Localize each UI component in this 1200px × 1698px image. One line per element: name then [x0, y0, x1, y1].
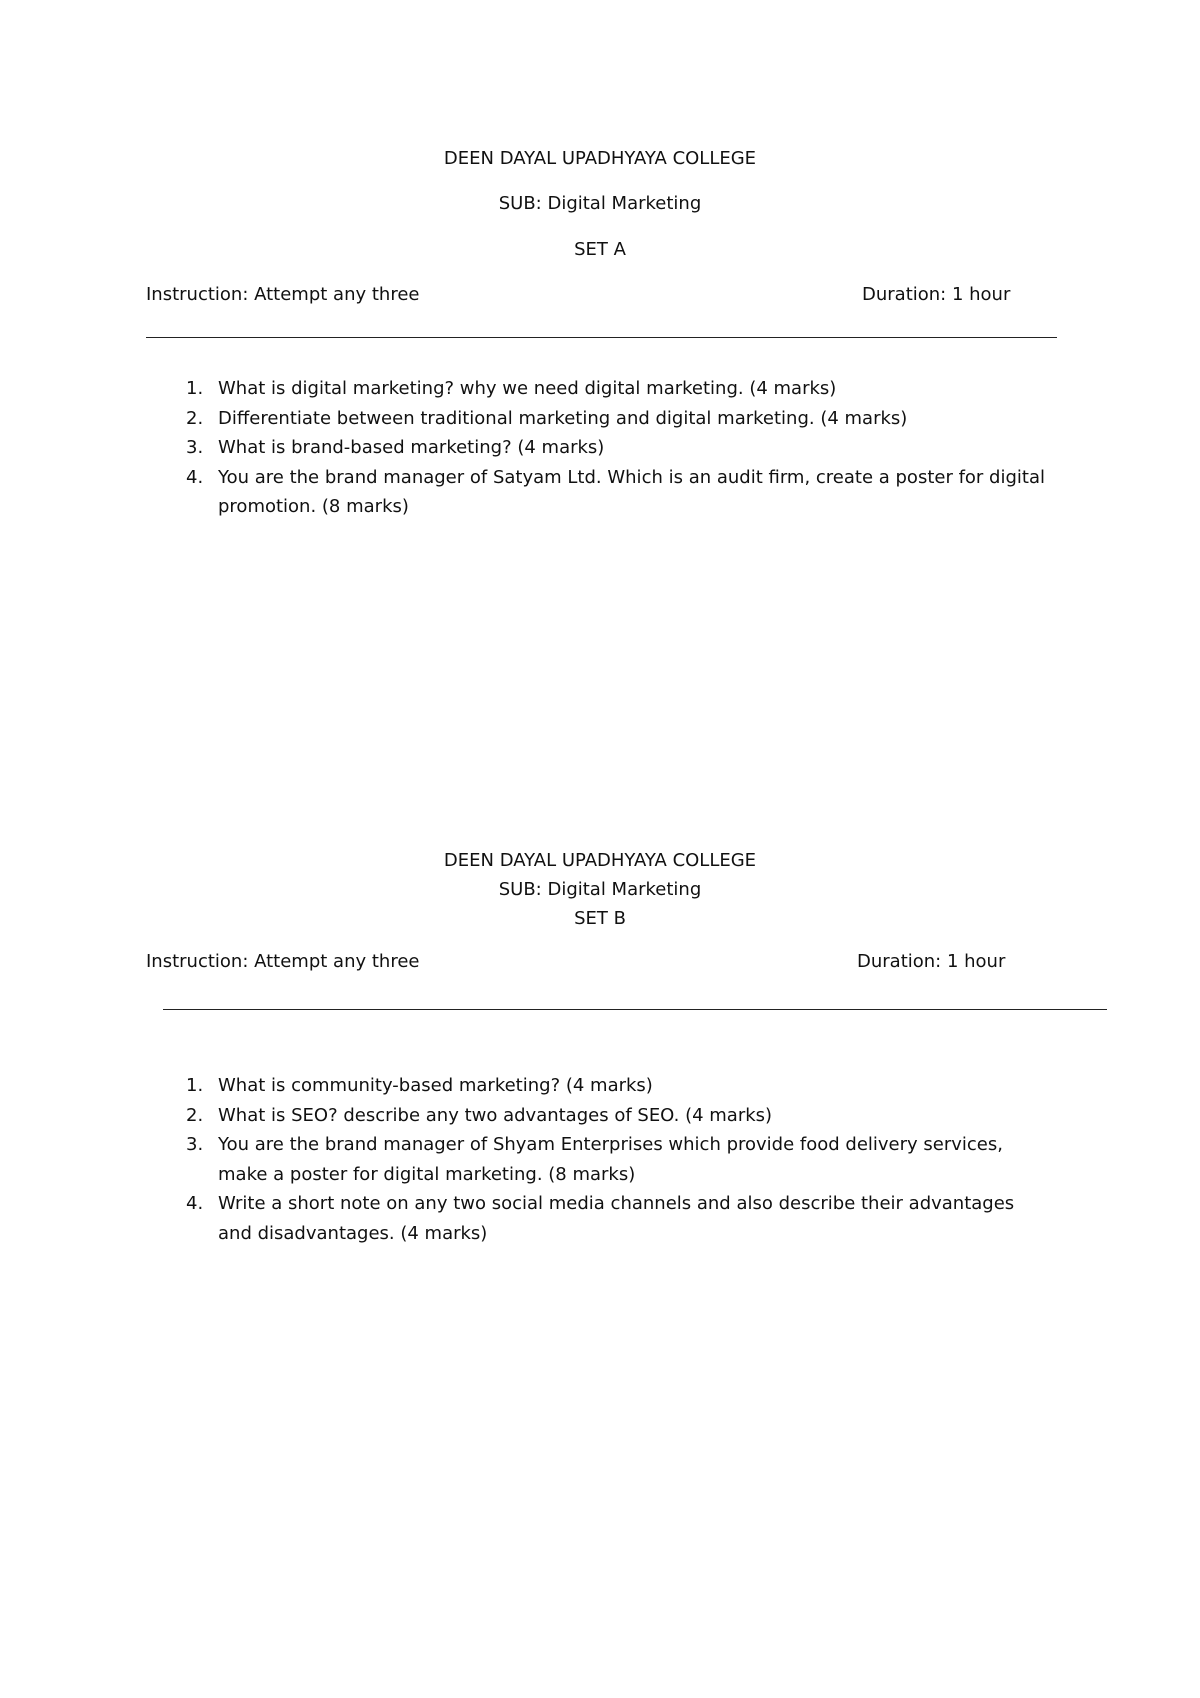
- list-item: [146, 433, 1046, 463]
- divider-line: [146, 337, 1057, 338]
- question-text: Write a short note on any two social media channels and also describe their advantages and disadvantages. (4 marks): [218, 1193, 1015, 1244]
- instruction-text: Instruction: Attempt any three: [146, 951, 420, 972]
- question-number: 1.: [186, 378, 204, 399]
- subject-title: SUB: Digital Marketing: [498, 193, 702, 214]
- set-label: SET A: [574, 239, 626, 260]
- list-item: [146, 1189, 1046, 1248]
- question-number: 1.: [186, 1075, 204, 1096]
- list-item: [146, 404, 1046, 434]
- question-number: 3.: [186, 1134, 204, 1155]
- question-text: What is community-based marketing? (4 marks): [218, 1075, 653, 1096]
- question-text: What is digital marketing? why we need digital marketing. (4 marks): [218, 378, 837, 399]
- question-text: You are the brand manager of Satyam Ltd. Which is an audit firm, create a poster for digital promotion. (8 marks): [218, 466, 1045, 517]
- list-item: [146, 1101, 1046, 1131]
- list-item: [146, 1071, 1046, 1101]
- duration-text: Duration: 1 hour: [862, 284, 1011, 305]
- question-number: 4.: [186, 1193, 204, 1214]
- list-item: [146, 374, 1046, 404]
- question-number: 4.: [186, 466, 204, 488]
- question-text: You are the brand manager of Shyam Enterprises which provide food delivery services, make a poster for digital marketing. (8 marks): [218, 1134, 1003, 1185]
- question-text: Differentiate between traditional marketing and digital marketing. (4 marks): [218, 407, 908, 429]
- question-text: What is brand-based marketing? (4 marks): [218, 437, 605, 458]
- instruction-text: Instruction: Attempt any three: [146, 284, 420, 305]
- set-label: SET B: [574, 908, 626, 929]
- duration-text: Duration: 1 hour: [857, 951, 1006, 972]
- question-list: [146, 1071, 1046, 1248]
- list-item: [146, 463, 1046, 522]
- college-name: DEEN DAYAL UPADHYAYA COLLEGE: [443, 148, 757, 169]
- question-text: What is SEO? describe any two advantages of SEO. (4 marks): [218, 1104, 773, 1126]
- question-list: [146, 374, 1046, 522]
- question-number: 2.: [186, 1104, 204, 1126]
- question-number: 2.: [186, 407, 204, 429]
- divider-line: [163, 1009, 1107, 1010]
- list-item: [146, 1130, 1046, 1189]
- subject-title: SUB: Digital Marketing: [498, 879, 702, 900]
- question-number: 3.: [186, 437, 204, 458]
- college-name: DEEN DAYAL UPADHYAYA COLLEGE: [443, 850, 757, 871]
